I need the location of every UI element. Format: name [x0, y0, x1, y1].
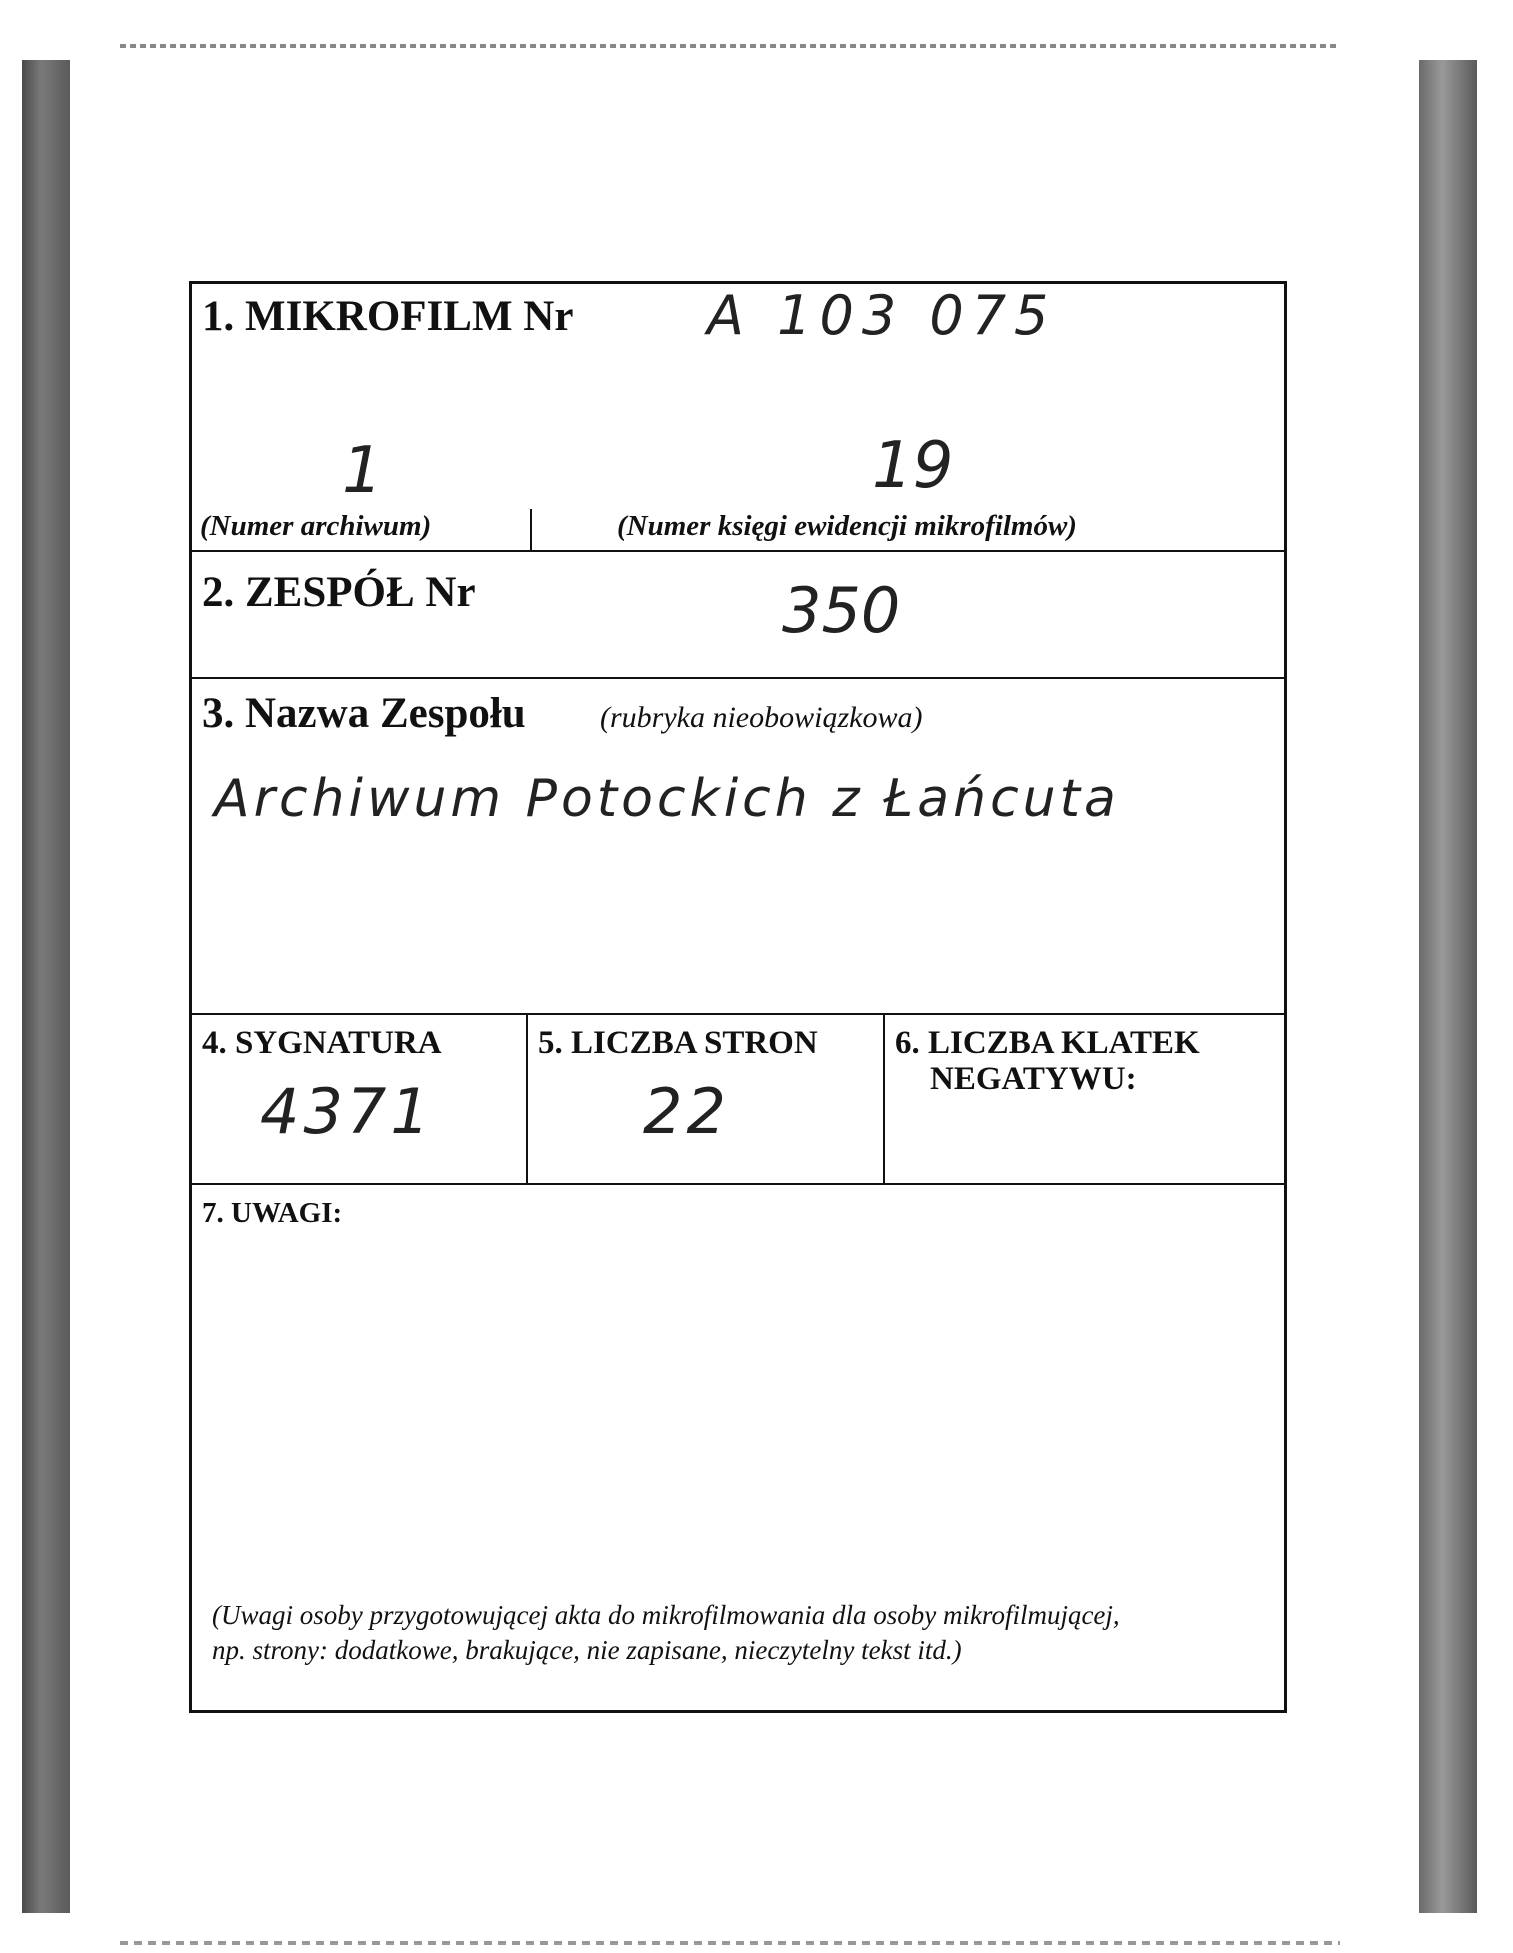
- section-fonds-name: [192, 679, 1284, 1015]
- register-book-number: 19: [872, 429, 954, 503]
- register-book-label: (Numer księgi ewidencji mikrofilmów): [617, 510, 1077, 542]
- signature-value: 4371: [260, 1075, 434, 1148]
- fonds-name-label: 3. Nazwa Zespołu: [202, 690, 526, 737]
- fonds-name-value: Archiwum Potockich z Łańcuta: [214, 769, 1120, 829]
- section-fonds-number: [192, 552, 1284, 679]
- fonds-number-label: 2. ZESPÓŁ Nr: [202, 569, 476, 616]
- archive-number-label: (Numer archiwum): [200, 510, 432, 542]
- microfilm-form: [189, 281, 1287, 1713]
- page-count-label: 5. LICZBA STRON: [538, 1025, 818, 1061]
- signature-cell: [192, 1015, 528, 1183]
- fonds-name-hint: (rubryka nieobowiązkowa): [600, 701, 923, 734]
- scan-edge-right: [1419, 60, 1477, 1913]
- section-details: [192, 1015, 1284, 1185]
- frame-count-label-line1: 6. LICZBA KLATEK: [895, 1025, 1200, 1061]
- signature-label: 4. SYGNATURA: [202, 1025, 442, 1061]
- microfilm-label: 1. MIKROFILM Nr: [202, 293, 574, 340]
- scan-edge-top: [120, 44, 1340, 48]
- page-count-value: 22: [643, 1075, 730, 1148]
- fonds-number: 350: [782, 574, 901, 647]
- frame-count-label-line2: NEGATYWU:: [930, 1061, 1137, 1097]
- section-microfilm: [192, 284, 1284, 552]
- remarks-note-line1: (Uwagi osoby przygotowującej akta do mikrofilmowania dla osoby mikrofilmującej,: [212, 1600, 1120, 1630]
- remarks-label: 7. UWAGI:: [202, 1197, 343, 1229]
- scan-edge-bottom: [120, 1941, 1340, 1945]
- frame-count-cell: [885, 1015, 1284, 1183]
- divider: [530, 509, 532, 551]
- scan-edge-left: [22, 60, 70, 1913]
- remarks-note-line2: np. strony: dodatkowe, brakujące, nie zapisane, nieczytelny tekst itd.): [212, 1635, 962, 1665]
- archive-number: 1: [342, 434, 383, 508]
- section-remarks: [192, 1185, 1284, 1710]
- microfilm-number: A 103 075: [707, 284, 1057, 347]
- page-count-cell: [528, 1015, 885, 1183]
